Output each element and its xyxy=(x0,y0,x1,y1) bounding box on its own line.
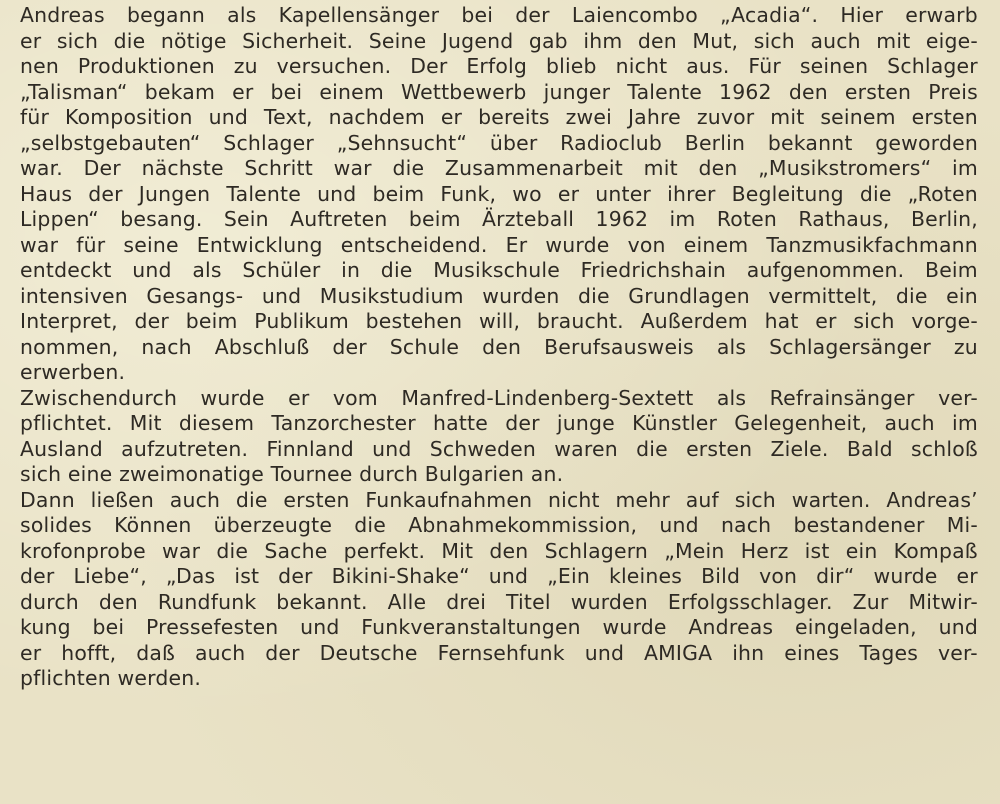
text-line: krofonprobe war die Sache perfekt. Mit den Schlagern „Mein Herz ist ein Kompaß xyxy=(20,538,978,563)
text-line: nommen, nach Abschluß der Schule den Berufsausweis als Schlagersänger zu xyxy=(20,334,978,359)
text-line: solides Können überzeugte die Abnahmekommission, und nach bestandener Mi- xyxy=(20,513,978,537)
text-line: pflichten werden. xyxy=(20,666,202,690)
text-line: Zwischendurch wurde er vom Manfred-Lindenberg-Sextett als Refrainsänger ver- xyxy=(20,385,978,410)
text-line: er sich die nötige Sicherheit. Seine Jugend gab ihm den Mut, sich auch mit eige- xyxy=(20,28,978,53)
text-line: „selbstgebauten“ Schlager „Sehnsucht“ über Radioclub Berlin bekannt geworden xyxy=(20,130,978,155)
text-line: Andreas begann als Kapellensänger bei der Laiencombo „Acadia“. Hier erwarb xyxy=(20,3,978,27)
text-line: Interpret, der beim Publikum bestehen will, braucht. Außerdem hat er sich vorge- xyxy=(20,309,978,333)
text-line: der Liebe“, „Das ist der Bikini-Shake“ und „Ein kleines Bild von dir“ wurde er xyxy=(20,564,978,588)
text-line: war. Der nächste Schritt war die Zusammenarbeit mit den „Musikstromers“ im xyxy=(20,156,978,180)
text-line: Haus der Jungen Talente und beim Funk, wo er unter ihrer Begleitung die „Roten xyxy=(20,181,978,206)
text-line: nen Produktionen zu versuchen. Der Erfolg blieb nicht aus. Für seinen Schlager xyxy=(20,54,978,78)
text-line: Ausland aufzutreten. Finnland und Schweden waren die ersten Ziele. Bald schloß xyxy=(20,436,978,461)
text-line: erwerben. xyxy=(20,360,126,384)
text-line: „Talisman“ bekam er bei einem Wettbewerb junger Talente 1962 den ersten Preis xyxy=(20,79,978,104)
text-line: Lippen“ besang. Sein Auftreten beim Ärzteball 1962 im Roten Rathaus, Berlin, xyxy=(20,207,978,231)
text-line: sich eine zweimonatige Tournee durch Bulgarien an. xyxy=(20,462,564,486)
text-line: intensiven Gesangs- und Musikstudium wurden die Grundlagen vermittelt, die ein xyxy=(20,283,978,308)
text-line: für Komposition und Text, nachdem er bereits zwei Jahre zuvor mit seinem ersten xyxy=(20,105,978,129)
text-line: durch den Rundfunk bekannt. Alle drei Titel wurden Erfolgsschlager. Zur Mitwir- xyxy=(20,589,978,614)
text-line: war für seine Entwicklung entscheidend. Er wurde von einem Tanzmusikfachmann xyxy=(20,232,978,257)
text-line: pflichtet. Mit diesem Tanzorchester hatte der junge Künstler Gelegenheit, auch im xyxy=(20,411,978,435)
text-line: er hofft, daß auch der Deutsche Fernsehfunk und AMIGA ihn eines Tages ver- xyxy=(20,640,978,665)
text-line: kung bei Pressefesten und Funkveranstaltungen wurde Andreas eingeladen, und xyxy=(20,615,978,639)
text-line: entdeckt und als Schüler in die Musikschule Friedrichshain aufgenommen. Beim xyxy=(20,258,978,282)
text-line: Dann ließen auch die ersten Funkaufnahmen nicht mehr auf sich warten. Andreas’ xyxy=(20,487,978,512)
